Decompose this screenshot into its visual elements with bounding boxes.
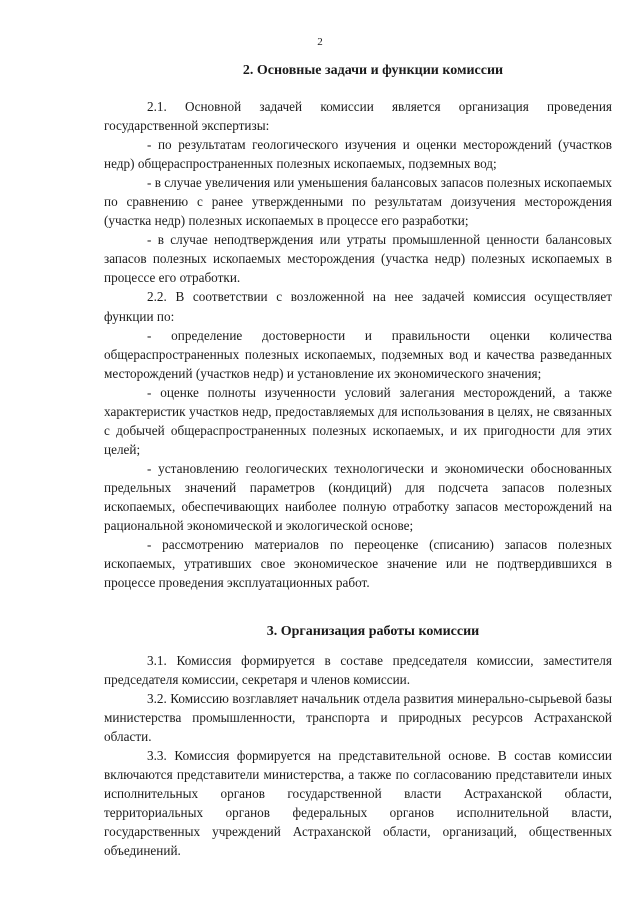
paragraph-2-1: 2.1. Основной задачей комиссии является организация проведения государственной экспертизы: bbox=[104, 99, 612, 134]
paragraph-3-3: 3.3. Комиссия формируется на представительной основе. В состав комиссии включаются представители министерства, а также по согласованию представители иных исполнительных органов государственной власти Астраханской области, территориальных органов федеральных органов исполнительной власти, государственных учреждений Астраханской области, организаций, общественных объединений. bbox=[104, 748, 612, 859]
paragraph-3-1: 3.1. Комиссия формируется в составе председателя комиссии, заместителя председателя комиссии, секретаря и членов комиссии. bbox=[104, 653, 612, 688]
section-2-title: 2. Основные задачи и функции комиссии bbox=[242, 63, 504, 78]
list-item: - установлению геологических технологически и экономически обоснованных предельных значений параметров (кондиций) для подсчета запасов полезных ископаемых, обеспечивающих наиболее полную отработку запасов месторождений на рациональной экономической и экологической основе; bbox=[104, 460, 612, 534]
section-3-title: 3. Организация работы комиссии bbox=[266, 624, 480, 639]
paragraph-3-2: 3.2. Комиссию возглавляет начальник отдела развития минерально-сырьевой базы министерства промышленности, транспорта и природных ресурсов Астраханской области. bbox=[104, 691, 612, 745]
list-item: - рассмотрению материалов по переоценке (списанию) запасов полезных ископаемых, утративших свое экономическое значение или не подтвердившихся в процессе проведения эксплуатационных работ. bbox=[104, 537, 612, 591]
list-item: - оценке полноты изученности условий залегания месторождений, а также характеристик участков недр, предоставляемых для использования в целях, не связанных с добычей общераспространенных полезных ископаемых, и их пригодности для этих целей; bbox=[104, 384, 612, 457]
list-item: - в случае неподтверждения или утраты промышленной ценности балансовых запасов полезных ископаемых месторождения (участка недр) полезных ископаемых в процессе его отработки. bbox=[104, 232, 612, 286]
section-3-body bbox=[104, 651, 612, 861]
list-item: - определение достоверности и правильности оценки количества общераспространенных полезных ископаемых, подземных вод и качества разведанных месторождений (участков недр) и установление их экономического значения; bbox=[104, 327, 612, 381]
section-2-body bbox=[104, 97, 612, 592]
paragraph-2-2: 2.2. В соответствии с возложенной на нее задачей комиссия осуществляет функции по: bbox=[104, 289, 612, 324]
list-item: - в случае увеличения или уменьшения балансовых запасов полезных ископаемых по сравнению с ранее утвержденными по результатам доизучения месторождения (участка недр) полезных ископаемых в процессе его разработки; bbox=[104, 175, 612, 229]
list-item: - по результатам геологического изучения и оценки месторождений (участков недр) общераспространенных полезных ископаемых, подземных вод; bbox=[104, 137, 612, 172]
page-number: 2 bbox=[317, 36, 323, 48]
